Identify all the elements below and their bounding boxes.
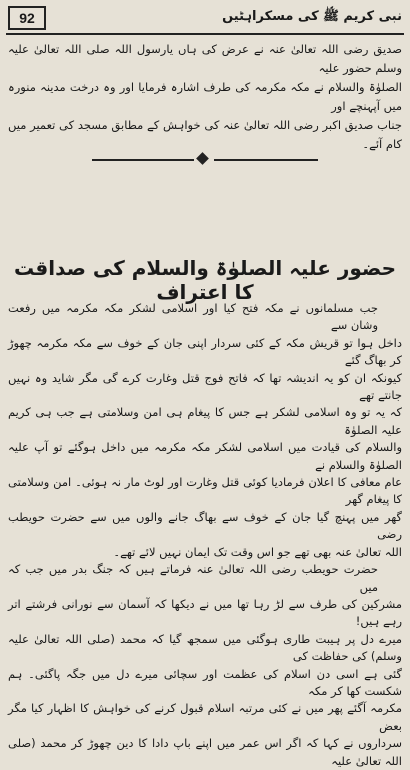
text-line: عام معافی کا اعلان فرمادیا کوئی قتل وغارت اور لوٹ مار نہ ہوئی۔ امن وسلامتی کا پیغام گھر [8,475,402,507]
text-line: حضرت حویطب رضی اللہ تعالیٰ عنہ فرماتے ہیں کہ جنگ بدر میں جب کہ میں [8,562,378,594]
section-heading: حضور علیہ الصلوٰۃ والسلام کی صداقت کا اعتراف [13,256,397,304]
text-line: مشرکین کی طرف سے لڑ رہا تھا میں نے دیکھا کہ آسمان سے نورانی فرشتے اتر رہے ہیں! [8,596,402,629]
text-line: گھر میں پہنچ گیا جان کے خوف سے بھاگ جانے والوں میں سے حضرت حویطب رضی [8,509,402,542]
page-number: 92 [8,6,46,30]
ornamental-divider [0,152,410,166]
text-line: صدیق رضی اللہ تعالیٰ عنہ نے عرض کی ہاں یارسول اللہ صلی اللہ تعالیٰ علیہ وسلم حضور علیہ [8,42,402,75]
text-line: جب مسلمانوں نے مکہ فتح کیا اور اسلامی لشکر مکہ مکرمہ میں رفعت وشان سے [8,301,378,333]
diamond-ornament-icon [196,152,209,165]
text-line: کیونکہ ان کو یہ اندیشہ تھا کہ فاتح فوج قتل وغارت کرے گی مگر شاید وہ نہیں جانتے تھے [8,370,402,403]
header-rule [6,33,404,35]
text-line: داخل ہوا تو قریش مکہ کے کئی سردار اپنی جان کے خوف سے مکہ مکرمہ چھوڑ کر بھاگ گئے [8,335,402,368]
text-line: میرے دل پر ہیبت طاری ہوگئی میں سمجھ گیا کہ محمد (صلی اللہ تعالیٰ علیہ وسلم) کی حفاظت کی [8,631,402,664]
intro-paragraph [8,40,402,154]
text-line: اللہ تعالیٰ عنہ بھی تھے جو اس وقت تک ایمان نہیں لائے تھے۔ [113,544,402,559]
divider-line-right [214,159,318,161]
section-body [8,300,402,770]
text-line: مکرمہ آگئے پھر میں نے کئی مرتبہ اسلام قبول کرنے کی خواہش کا اظہار کیا مگر بعض [8,701,402,733]
text-line: سرداروں نے کہا کہ اگر اس عمر میں اپنے باپ دادا کا دین چھوڑ کر محمد (صلی اللہ تعالیٰ علیہ [8,736,402,768]
text-line: والسلام کی قیادت میں اسلامی لشکر مکہ مکرمہ میں داخل ہوگئے تو آپ علیہ الصلوٰۃ والسلام نے [8,440,402,472]
text-line: کہ یہ تو وہ اسلامی لشکر ہے جس کا پیغام ہی امن وسلامتی ہے جب ہی کریم علیہ الصلوٰۃ [8,405,402,437]
running-title: نبی کریم ﷺ کی مسکراہٹیں [222,9,402,24]
text-line: الصلوٰۃ والسلام نے مکہ مکرمہ کی طرف اشارہ فرمایا اور وہ درخت مدینہ منورہ میں آپہنچے اور [8,80,402,113]
text-line: جناب صدیق اکبر رضی اللہ تعالیٰ عنہ کی خواہش کے مطابق مسجد کی تعمیر میں کام آئے۔ [8,118,402,151]
text-line: گئی ہے اسی دن اسلام کی عظمت اور سچائی میرے دل میں جگہ پاگئی۔ ہم شکست کھا کر مکہ [8,666,402,698]
divider-line-left [92,159,194,161]
